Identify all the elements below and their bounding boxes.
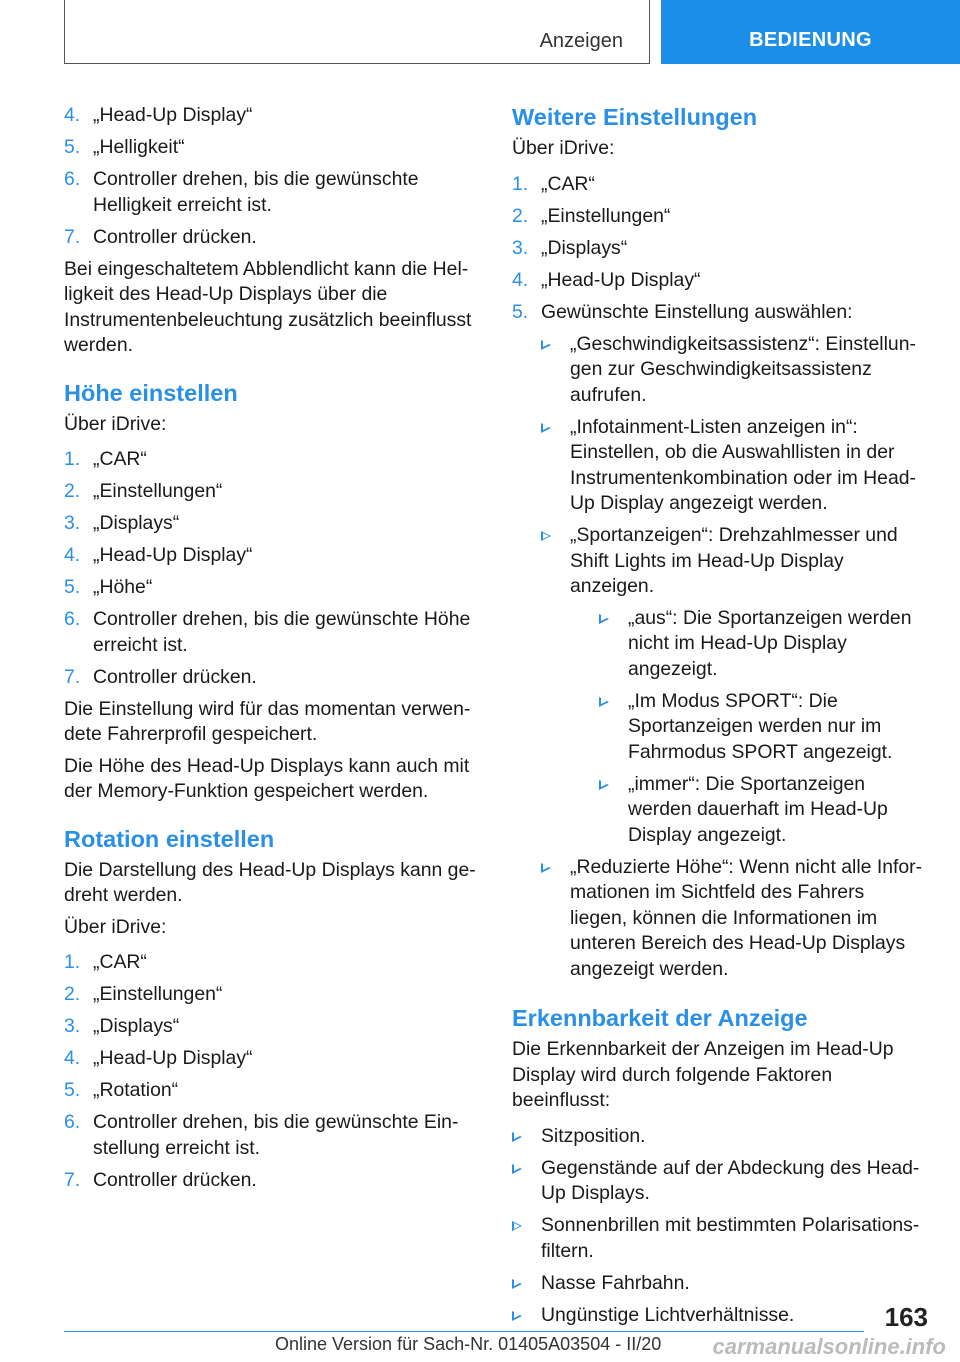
list-item: 2. „Einstellungen“ xyxy=(512,204,671,227)
list-item: 1. „CAR“ xyxy=(64,951,147,973)
triangle-bullet-icon xyxy=(599,614,609,624)
list-item: „Infotainment-Listen anzeigen in“: Einstellen, ob die Auswahllisten in der Instrumentenkombination oder im Head-Up Display angezeigt werden. xyxy=(541,415,926,517)
triangle-bullet-icon xyxy=(541,863,551,873)
triangle-bullet-icon xyxy=(541,423,551,433)
list-item: 4. „Head-Up Display“ xyxy=(512,268,701,291)
list-item: Sonnenbrillen mit bestimmten Polarisationsfiltern. xyxy=(512,1213,926,1264)
triangle-bullet-icon xyxy=(599,780,609,790)
footer-divider xyxy=(64,1331,864,1332)
via-idrive: Über iDrive: xyxy=(64,915,167,938)
list-item: 3. „Displays“ xyxy=(64,1015,180,1037)
list-item: „Im Modus SPORT“: Die Sportanzeigen werden nur im Fahrmodus SPORT angezeigt. xyxy=(599,689,926,766)
right-column xyxy=(512,103,926,1335)
list-item: „aus“: Die Sportanzeigen werden nicht im Head-Up Display angezeigt. xyxy=(599,606,926,683)
triangle-bullet-icon xyxy=(541,531,551,541)
list-item: „Reduzierte Höhe“: Wenn nicht alle Informationen im Sichtfeld des Fahrers liegen, können die Informationen im unteren Bereich des Head-Up Displays angezeigt werden. xyxy=(541,855,926,983)
list-item: 6. Controller drehen, bis die gewünschte Einstellung erreicht ist. xyxy=(64,1111,459,1159)
list-item: 5. „Höhe“ xyxy=(64,576,153,598)
brightness-note: Bei eingeschaltetem Abblendlicht kann die Helligkeit des Head-Up Displays über die Instrumentenbeleuchtung zusätzlich beeinflusst werden. xyxy=(64,257,472,356)
list-item: 2. „Einstellungen“ xyxy=(64,480,223,502)
list-item: Ungünstige Lichtverhältnisse. xyxy=(512,1303,926,1329)
rotation-intro: Die Darstellung des Head-Up Displays kann gedreht werden. xyxy=(64,858,476,906)
triangle-bullet-icon xyxy=(512,1311,522,1321)
options-list xyxy=(541,332,926,983)
triangle-bullet-icon xyxy=(512,1279,522,1289)
list-item: 4. „Head-Up Display“ xyxy=(64,544,253,566)
list-item: 1. „CAR“ xyxy=(64,448,147,470)
heading-more-settings: Weitere Einstellungen xyxy=(512,104,758,130)
chapter-title: BEDIENUNG xyxy=(749,29,872,51)
list-item: „Geschwindigkeitsassistenz“: Einstellungen zur Geschwindigkeitsassistenz aufrufen. xyxy=(541,332,926,409)
list-item: Gegenstände auf der Abdeckung des Head-Up Displays. xyxy=(512,1156,926,1207)
list-item: 5. Gewünschte Einstellung auswählen: xyxy=(512,300,853,323)
list-item: 4. „Head-Up Display“ xyxy=(64,104,253,126)
readability-factors xyxy=(512,1124,926,1329)
list-item: 1. „CAR“ xyxy=(512,172,595,195)
settings-options xyxy=(512,332,926,983)
triangle-bullet-icon xyxy=(599,697,609,707)
rotation-steps xyxy=(64,950,478,1193)
list-item: 5. „Rotation“ xyxy=(64,1079,179,1101)
via-idrive: Über iDrive: xyxy=(512,137,615,159)
more-settings-steps xyxy=(512,172,926,326)
height-note-profile: Die Einstellung wird für das momentan verwendete Fahrerprofil gespeichert. xyxy=(64,697,471,745)
list-item: 6. Controller drehen, bis die gewünschte Helligkeit erreicht ist. xyxy=(64,168,419,216)
list-item: 7. Controller drücken. xyxy=(64,225,257,248)
list-item: „immer“: Die Sportanzeigen werden dauerhaft im Head-Up Display angezeigt. xyxy=(599,772,926,849)
heading-rotation: Rotation einstellen xyxy=(64,825,275,852)
list-item: 5. „Helligkeit“ xyxy=(64,136,185,158)
list-item: 7. Controller drücken. xyxy=(64,665,257,688)
header-chapter-bar xyxy=(661,0,960,64)
sport-options xyxy=(570,606,926,849)
online-version: Online Version für Sach-Nr. 01405A03504 - II/20 xyxy=(275,1334,662,1354)
height-note-memory: Die Höhe des Head-Up Displays kann auch mit der Memory-Funktion gespeichert werden. xyxy=(64,754,470,802)
list-item: Nasse Fahrbahn. xyxy=(512,1271,926,1297)
left-column xyxy=(64,103,478,1200)
height-steps xyxy=(64,447,478,690)
brightness-steps xyxy=(64,103,478,250)
sport-options-list xyxy=(570,606,926,849)
list-item: 2. „Einstellungen“ xyxy=(64,983,223,1005)
list-item: 7. Controller drücken. xyxy=(64,1168,257,1191)
triangle-bullet-icon xyxy=(512,1221,522,1231)
via-idrive: Über iDrive: xyxy=(64,412,167,435)
readability-intro: Die Erkennbarkeit der Anzeigen im Head-Up Display wird durch folgende Faktoren beeinflusst: xyxy=(512,1038,894,1111)
heading-readability: Erkennbarkeit der Anzeige xyxy=(512,1005,808,1031)
watermark: carmanualsonline.info xyxy=(712,1334,946,1359)
list-item: Sitzposition. xyxy=(512,1124,926,1150)
list-item: 4. „Head-Up Display“ xyxy=(64,1047,253,1069)
header-section-box xyxy=(64,0,650,64)
section-title: Anzeigen xyxy=(539,30,623,52)
list-item: 6. Controller drehen, bis die gewünschte Höhe erreicht ist. xyxy=(64,608,471,656)
triangle-bullet-icon xyxy=(512,1132,522,1142)
list-item: 3. „Displays“ xyxy=(64,512,180,534)
page-number: 163 xyxy=(884,1302,928,1332)
heading-height: Höhe einstellen xyxy=(64,379,238,406)
triangle-bullet-icon xyxy=(541,340,551,350)
list-item: „Sportanzeigen“: Drehzahlmesser und Shift Lights im Head-Up Display anzeigen. „aus“: Die Sportanzeigen werden nicht im Head-Up Display angezeigt. „Im Modus SPORT“: Die Sportanzeigen werden nur im Fahrmodus SPORT angezeigt. „immer“: Die Sportanzeigen werden dauerhaft im Head-Up Display angezeigt. xyxy=(541,523,926,848)
list-item: 3. „Displays“ xyxy=(512,236,628,259)
triangle-bullet-icon xyxy=(512,1164,522,1174)
